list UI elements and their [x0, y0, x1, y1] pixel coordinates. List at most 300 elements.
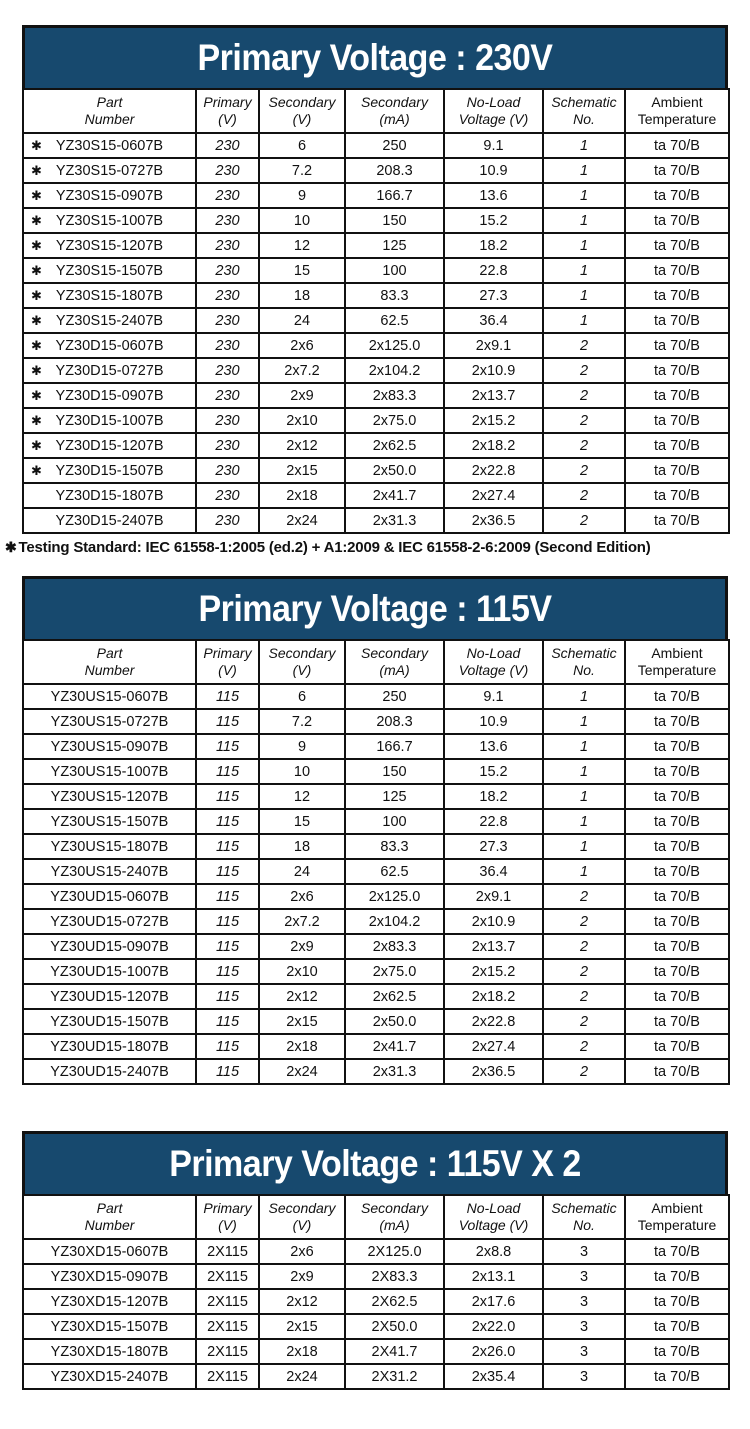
cell-sec-v: 2x24 [259, 508, 345, 533]
cell-ambient: ta 70/B [625, 383, 729, 408]
part-number: YZ30XD15-0907B [50, 1268, 169, 1285]
cell-no-load: 10.9 [444, 709, 543, 734]
cell-schematic: 2 [543, 508, 625, 533]
cell-no-load: 13.6 [444, 734, 543, 759]
table-title-banner [22, 1131, 728, 1197]
column-header-part: Part Number [23, 1195, 196, 1239]
cell-ambient: ta 70/B [625, 784, 729, 809]
cell-schematic: 2 [543, 458, 625, 483]
table-row [23, 208, 729, 233]
cell-sec-v: 2x12 [259, 433, 345, 458]
table-title: Primary Voltage : 115V [198, 587, 552, 629]
cell-sec-ma: 100 [345, 809, 444, 834]
cell-primary: 230 [196, 283, 259, 308]
cell-primary: 115 [196, 959, 259, 984]
part-number: YZ30US15-1007B [50, 763, 169, 780]
cell-no-load: 2x9.1 [444, 333, 543, 358]
cell-schematic: 1 [543, 308, 625, 333]
cell-ambient: ta 70/B [625, 959, 729, 984]
part-number: YZ30XD15-1507B [50, 1318, 169, 1335]
certified-star-icon: ✱ [31, 187, 42, 203]
header-row [23, 1195, 729, 1239]
table-row [23, 283, 729, 308]
cell-part [23, 508, 196, 533]
cell-sec-v: 2x18 [259, 1339, 345, 1364]
cell-part [23, 1364, 196, 1389]
cell-part [23, 784, 196, 809]
footnote-text: Testing Standard: IEC 61558-1:2005 (ed.2) + A1:2009 & IEC 61558-2-6:2009 (Second Edition) [18, 539, 651, 556]
cell-ambient: ta 70/B [625, 183, 729, 208]
cell-part [23, 408, 196, 433]
cell-ambient: ta 70/B [625, 358, 729, 383]
cell-part [23, 1009, 196, 1034]
part-number: YZ30UD15-1007B [50, 963, 169, 980]
cell-ambient: ta 70/B [625, 483, 729, 508]
table-row [23, 759, 729, 784]
cell-sec-ma: 83.3 [345, 834, 444, 859]
part-number: YZ30XD15-1207B [50, 1293, 169, 1310]
cell-sec-v: 10 [259, 208, 345, 233]
cell-schematic: 3 [543, 1314, 625, 1339]
cell-sec-v: 2x15 [259, 458, 345, 483]
table-row [23, 834, 729, 859]
table-row [23, 358, 729, 383]
cell-sec-ma: 2x125.0 [345, 884, 444, 909]
certified-star-icon: ✱ [31, 462, 42, 478]
cell-schematic: 2 [543, 383, 625, 408]
cell-primary: 230 [196, 433, 259, 458]
cell-sec-v: 6 [259, 684, 345, 709]
column-header-no-load: No-Load Voltage (V) [444, 1195, 543, 1239]
cell-primary: 2X115 [196, 1339, 259, 1364]
cell-sec-v: 2x6 [259, 333, 345, 358]
cell-part [23, 1289, 196, 1314]
part-number: YZ30UD15-0727B [50, 913, 169, 930]
cell-part [23, 1339, 196, 1364]
table-row [23, 909, 729, 934]
certified-star-icon: ✱ [31, 412, 42, 428]
cell-ambient: ta 70/B [625, 333, 729, 358]
cell-no-load: 2x22.8 [444, 458, 543, 483]
cell-primary: 2X115 [196, 1239, 259, 1264]
cell-sec-v: 10 [259, 759, 345, 784]
cell-ambient: ta 70/B [625, 709, 729, 734]
part-number: YZ30D15-0727B [55, 362, 164, 379]
cell-sec-v: 9 [259, 734, 345, 759]
cell-no-load: 15.2 [444, 759, 543, 784]
certified-star-icon: ✱ [31, 362, 42, 378]
cell-schematic: 1 [543, 208, 625, 233]
part-number: YZ30US15-0607B [50, 688, 169, 705]
cell-sec-ma: 150 [345, 759, 444, 784]
cell-part [23, 709, 196, 734]
cell-schematic: 1 [543, 859, 625, 884]
table-row [23, 258, 729, 283]
cell-ambient: ta 70/B [625, 1314, 729, 1339]
cell-part [23, 358, 196, 383]
table-row [23, 784, 729, 809]
cell-no-load: 2x13.7 [444, 934, 543, 959]
header-row [23, 89, 729, 133]
cell-part [23, 909, 196, 934]
cell-ambient: ta 70/B [625, 1339, 729, 1364]
cell-sec-v: 12 [259, 784, 345, 809]
cell-primary: 115 [196, 759, 259, 784]
cell-ambient: ta 70/B [625, 458, 729, 483]
table-row [23, 333, 729, 358]
cell-sec-ma: 2x31.3 [345, 1059, 444, 1084]
cell-sec-v: 15 [259, 258, 345, 283]
cell-no-load: 18.2 [444, 784, 543, 809]
table-row [23, 483, 729, 508]
part-number: YZ30US15-0727B [50, 713, 169, 730]
cell-schematic: 2 [543, 1034, 625, 1059]
cell-ambient: ta 70/B [625, 984, 729, 1009]
cell-schematic: 2 [543, 483, 625, 508]
cell-primary: 2X115 [196, 1314, 259, 1339]
cell-no-load: 27.3 [444, 834, 543, 859]
cell-no-load: 2x13.1 [444, 1264, 543, 1289]
cell-schematic: 3 [543, 1289, 625, 1314]
table-row [23, 458, 729, 483]
cell-primary: 230 [196, 208, 259, 233]
cell-sec-v: 2x24 [259, 1059, 345, 1084]
column-header-sec-ma: Secondary (mA) [345, 89, 444, 133]
part-number: YZ30S15-1807B [55, 287, 164, 304]
part-number: YZ30UD15-0907B [50, 938, 169, 955]
table-row [23, 984, 729, 1009]
cell-no-load: 27.3 [444, 283, 543, 308]
cell-part [23, 1059, 196, 1084]
cell-no-load: 2x26.0 [444, 1339, 543, 1364]
cell-primary: 230 [196, 333, 259, 358]
cell-sec-v: 2x24 [259, 1364, 345, 1389]
cell-primary: 115 [196, 834, 259, 859]
cell-sec-ma: 2x50.0 [345, 458, 444, 483]
part-number: YZ30US15-0907B [50, 738, 169, 755]
cell-part [23, 483, 196, 508]
cell-part [23, 233, 196, 258]
cell-ambient: ta 70/B [625, 1059, 729, 1084]
column-header-primary: Primary (V) [196, 640, 259, 684]
cell-part [23, 884, 196, 909]
cell-part [23, 258, 196, 283]
cell-schematic: 2 [543, 408, 625, 433]
cell-no-load: 2x17.6 [444, 1289, 543, 1314]
column-header-sec-ma: Secondary (mA) [345, 1195, 444, 1239]
cell-ambient: ta 70/B [625, 734, 729, 759]
cell-sec-ma: 150 [345, 208, 444, 233]
cell-schematic: 3 [543, 1239, 625, 1264]
cell-primary: 230 [196, 408, 259, 433]
cell-no-load: 22.8 [444, 809, 543, 834]
cell-schematic: 1 [543, 183, 625, 208]
cell-sec-v: 2x9 [259, 1264, 345, 1289]
cell-sec-ma: 250 [345, 684, 444, 709]
spec-grid [22, 639, 730, 1085]
cell-part [23, 1264, 196, 1289]
cell-primary: 115 [196, 884, 259, 909]
cell-schematic: 1 [543, 158, 625, 183]
table-title: Primary Voltage : 115V X 2 [169, 1142, 581, 1184]
part-number: YZ30S15-0607B [55, 137, 164, 154]
cell-ambient: ta 70/B [625, 433, 729, 458]
part-number: YZ30S15-1007B [55, 212, 164, 229]
column-header-sec-ma: Secondary (mA) [345, 640, 444, 684]
cell-primary: 115 [196, 684, 259, 709]
cell-sec-v: 9 [259, 183, 345, 208]
table-row [23, 734, 729, 759]
cell-part [23, 183, 196, 208]
cell-sec-v: 2x18 [259, 1034, 345, 1059]
certified-star-icon: ✱ [31, 212, 42, 228]
cell-sec-v: 2x9 [259, 383, 345, 408]
part-number: YZ30UD15-1807B [50, 1038, 169, 1055]
part-number: YZ30US15-1507B [50, 813, 169, 830]
table-title-banner [22, 25, 728, 91]
cell-sec-v: 2x7.2 [259, 909, 345, 934]
table-row [23, 133, 729, 158]
cell-part [23, 834, 196, 859]
column-header-primary: Primary (V) [196, 89, 259, 133]
cell-sec-ma: 125 [345, 233, 444, 258]
cell-primary: 230 [196, 358, 259, 383]
spec-grid [22, 1194, 730, 1390]
cell-primary: 115 [196, 909, 259, 934]
cell-part [23, 859, 196, 884]
table-row [23, 884, 729, 909]
cell-sec-v: 7.2 [259, 709, 345, 734]
column-header-sec-v: Secondary (V) [259, 89, 345, 133]
table-row [23, 1339, 729, 1364]
cell-sec-v: 2x6 [259, 1239, 345, 1264]
cell-primary: 230 [196, 133, 259, 158]
table-row [23, 809, 729, 834]
cell-sec-ma: 2x41.7 [345, 483, 444, 508]
cell-no-load: 9.1 [444, 684, 543, 709]
cell-part [23, 934, 196, 959]
table-row [23, 1289, 729, 1314]
cell-sec-ma: 250 [345, 133, 444, 158]
cell-sec-v: 2x10 [259, 408, 345, 433]
cell-no-load: 36.4 [444, 308, 543, 333]
part-number: YZ30D15-2407B [55, 512, 164, 529]
table-row [23, 1314, 729, 1339]
cell-primary: 115 [196, 784, 259, 809]
part-number: YZ30D15-1007B [55, 412, 164, 429]
cell-schematic: 1 [543, 233, 625, 258]
table-row [23, 383, 729, 408]
cell-sec-v: 2x10 [259, 959, 345, 984]
cell-schematic: 1 [543, 283, 625, 308]
table-row [23, 233, 729, 258]
cell-part [23, 684, 196, 709]
cell-no-load: 2x13.7 [444, 383, 543, 408]
table-row [23, 1009, 729, 1034]
cell-sec-ma: 62.5 [345, 859, 444, 884]
cell-sec-ma: 2x50.0 [345, 1009, 444, 1034]
table-row [23, 1059, 729, 1084]
cell-part [23, 208, 196, 233]
cell-part [23, 158, 196, 183]
cell-sec-v: 18 [259, 283, 345, 308]
cell-ambient: ta 70/B [625, 1034, 729, 1059]
cell-primary: 115 [196, 1034, 259, 1059]
table-row [23, 1364, 729, 1389]
cell-no-load: 2x36.5 [444, 508, 543, 533]
cell-sec-ma: 83.3 [345, 283, 444, 308]
cell-primary: 230 [196, 183, 259, 208]
part-number: YZ30UD15-0607B [50, 888, 169, 905]
cell-no-load: 2x15.2 [444, 959, 543, 984]
cell-schematic: 3 [543, 1339, 625, 1364]
cell-sec-ma: 2x104.2 [345, 909, 444, 934]
table-row [23, 934, 729, 959]
spec-grid [22, 88, 730, 534]
certified-star-icon: ✱ [31, 387, 42, 403]
cell-sec-v: 2x15 [259, 1009, 345, 1034]
cell-schematic: 2 [543, 433, 625, 458]
cell-part [23, 308, 196, 333]
part-number: YZ30S15-0907B [55, 187, 164, 204]
table-title-banner [22, 576, 728, 642]
cell-schematic: 2 [543, 333, 625, 358]
cell-sec-ma: 125 [345, 784, 444, 809]
cell-ambient: ta 70/B [625, 1239, 729, 1264]
cell-no-load: 18.2 [444, 233, 543, 258]
cell-sec-v: 2x6 [259, 884, 345, 909]
cell-sec-v: 24 [259, 859, 345, 884]
cell-ambient: ta 70/B [625, 308, 729, 333]
cell-schematic: 2 [543, 984, 625, 1009]
cell-no-load: 10.9 [444, 158, 543, 183]
cell-schematic: 1 [543, 834, 625, 859]
cell-part [23, 959, 196, 984]
cell-schematic: 2 [543, 909, 625, 934]
cell-primary: 115 [196, 984, 259, 1009]
cell-no-load: 2x36.5 [444, 1059, 543, 1084]
cell-sec-ma: 2x104.2 [345, 358, 444, 383]
cell-sec-ma: 2X62.5 [345, 1289, 444, 1314]
cell-primary: 230 [196, 483, 259, 508]
testing-standard-footnote [5, 539, 728, 556]
cell-schematic: 1 [543, 759, 625, 784]
cell-schematic: 2 [543, 934, 625, 959]
table-title: Primary Voltage : 230V [197, 36, 553, 78]
cell-no-load: 2x27.4 [444, 483, 543, 508]
cell-schematic: 1 [543, 709, 625, 734]
part-number: YZ30D15-1507B [55, 462, 164, 479]
cell-sec-v: 2x18 [259, 483, 345, 508]
cell-part [23, 1314, 196, 1339]
cell-ambient: ta 70/B [625, 759, 729, 784]
cell-sec-ma: 2X41.7 [345, 1339, 444, 1364]
cell-ambient: ta 70/B [625, 233, 729, 258]
part-number: YZ30D15-1807B [55, 487, 164, 504]
cell-primary: 2X115 [196, 1289, 259, 1314]
cell-part [23, 759, 196, 784]
cell-schematic: 1 [543, 258, 625, 283]
column-header-ambient: Ambient Temperature [625, 89, 729, 133]
cell-ambient: ta 70/B [625, 1289, 729, 1314]
cell-part [23, 984, 196, 1009]
table-row [23, 709, 729, 734]
certified-star-icon: ✱ [31, 287, 42, 303]
table-row [23, 183, 729, 208]
column-header-part: Part Number [23, 640, 196, 684]
cell-part [23, 433, 196, 458]
cell-primary: 2X115 [196, 1264, 259, 1289]
cell-no-load: 2x10.9 [444, 358, 543, 383]
cell-sec-v: 18 [259, 834, 345, 859]
cell-ambient: ta 70/B [625, 684, 729, 709]
cell-ambient: ta 70/B [625, 158, 729, 183]
cell-part [23, 133, 196, 158]
column-header-no-load: No-Load Voltage (V) [444, 89, 543, 133]
cell-schematic: 1 [543, 734, 625, 759]
certified-star-icon: ✱ [31, 162, 42, 178]
cell-no-load: 22.8 [444, 258, 543, 283]
certified-star-icon: ✱ [31, 337, 42, 353]
part-number: YZ30D15-1207B [55, 437, 164, 454]
cell-schematic: 1 [543, 684, 625, 709]
cell-sec-v: 24 [259, 308, 345, 333]
certified-star-icon: ✱ [31, 312, 42, 328]
table-row [23, 1264, 729, 1289]
cell-ambient: ta 70/B [625, 133, 729, 158]
cell-sec-ma: 2x75.0 [345, 408, 444, 433]
part-number: YZ30UD15-1507B [50, 1013, 169, 1030]
column-header-no-load: No-Load Voltage (V) [444, 640, 543, 684]
certified-star-icon: ✱ [31, 437, 42, 453]
column-header-schematic: Schematic No. [543, 1195, 625, 1239]
cell-primary: 230 [196, 158, 259, 183]
table-row [23, 1239, 729, 1264]
cell-sec-ma: 2x41.7 [345, 1034, 444, 1059]
part-number: YZ30XD15-1807B [50, 1343, 169, 1360]
cell-ambient: ta 70/B [625, 283, 729, 308]
certified-star-icon: ✱ [31, 237, 42, 253]
cell-ambient: ta 70/B [625, 884, 729, 909]
tables-container [5, 25, 728, 1390]
certified-star-icon: ✱ [31, 262, 42, 278]
part-number: YZ30S15-0727B [55, 162, 164, 179]
cell-schematic: 3 [543, 1264, 625, 1289]
cell-ambient: ta 70/B [625, 208, 729, 233]
cell-part [23, 333, 196, 358]
cell-sec-ma: 2x75.0 [345, 959, 444, 984]
cell-sec-ma: 2x62.5 [345, 984, 444, 1009]
cell-part [23, 809, 196, 834]
part-number: YZ30US15-1807B [50, 838, 169, 855]
cell-ambient: ta 70/B [625, 1364, 729, 1389]
cell-primary: 230 [196, 458, 259, 483]
cell-schematic: 2 [543, 358, 625, 383]
part-number: YZ30UD15-1207B [50, 988, 169, 1005]
cell-ambient: ta 70/B [625, 934, 729, 959]
cell-primary: 115 [196, 734, 259, 759]
cell-ambient: ta 70/B [625, 258, 729, 283]
spec-table-2 [22, 576, 728, 1085]
cell-schematic: 2 [543, 959, 625, 984]
cell-sec-ma: 2x83.3 [345, 934, 444, 959]
star-icon: ✱ [5, 539, 17, 555]
cell-sec-ma: 2X31.2 [345, 1364, 444, 1389]
cell-no-load: 2x35.4 [444, 1364, 543, 1389]
header-row [23, 640, 729, 684]
cell-schematic: 3 [543, 1364, 625, 1389]
cell-sec-v: 15 [259, 809, 345, 834]
